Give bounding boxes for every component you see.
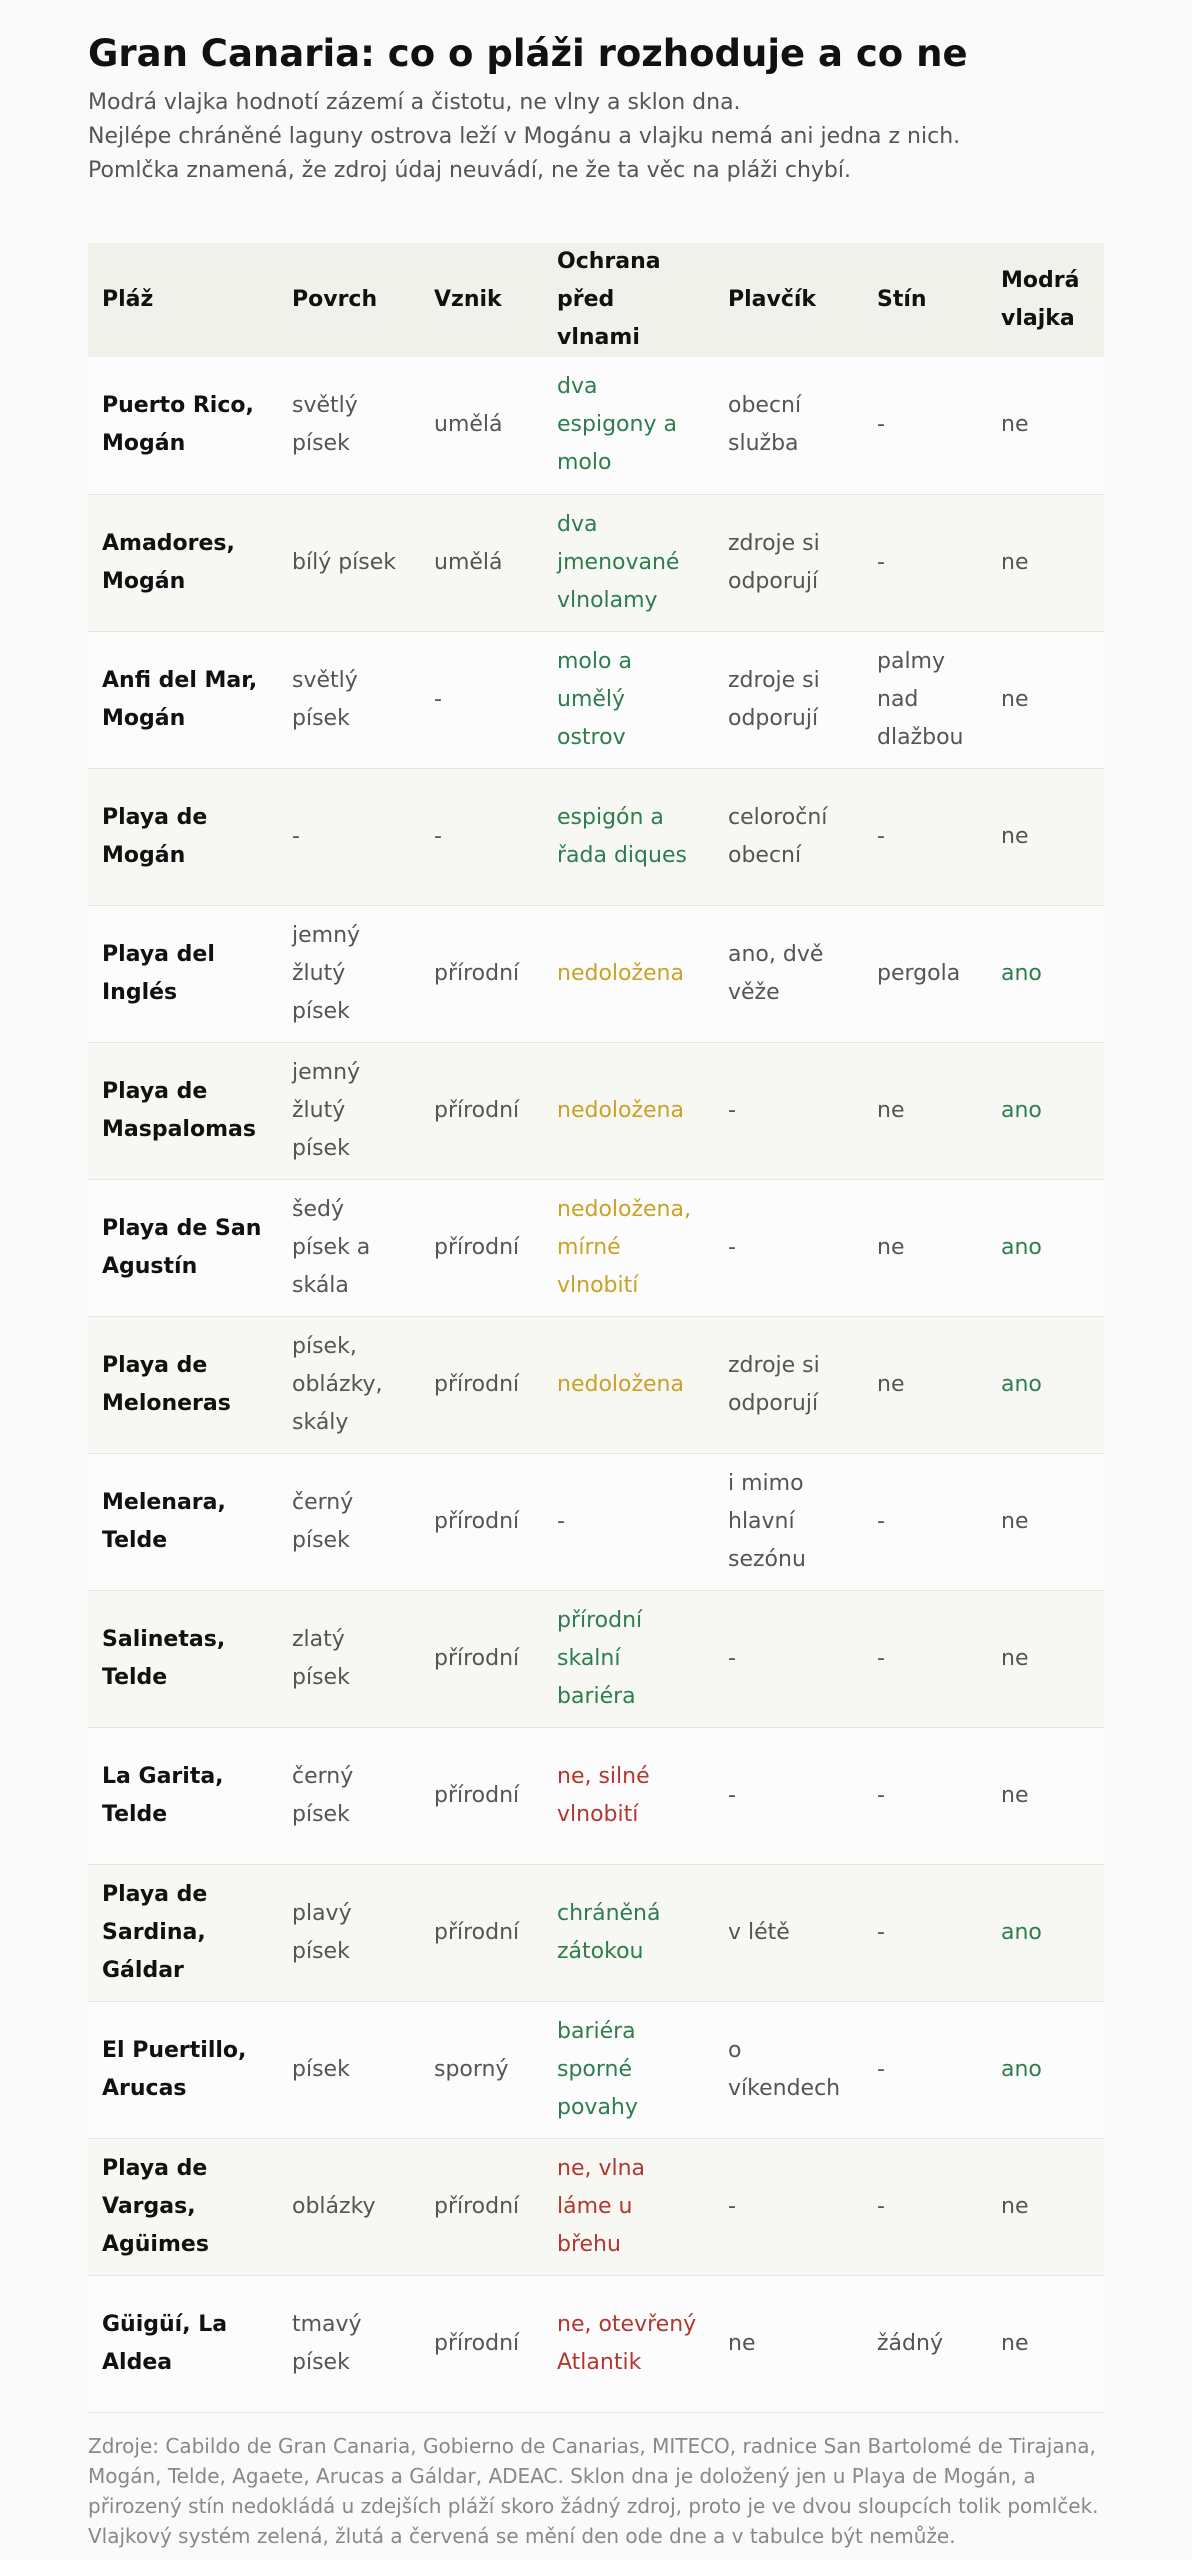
cell-surface: oblázky xyxy=(292,2193,376,2219)
cell-protection: nedoložena xyxy=(557,1097,684,1123)
cell-shade: ne xyxy=(877,1371,905,1397)
cell-lifeguard: - xyxy=(728,1234,736,1260)
table-row xyxy=(88,2138,1104,2275)
cell-surface: jemný žlutý písek xyxy=(292,1059,361,1161)
cell-lifeguard: obecní služba xyxy=(728,393,802,457)
cell-lifeguard: - xyxy=(728,1645,736,1671)
cell-origin: umělá xyxy=(434,549,503,575)
cell-blue-flag: ne xyxy=(1001,2330,1029,2356)
cell-origin: umělá xyxy=(434,412,503,438)
cell-protection: ne, otevřený Atlantik xyxy=(557,2311,697,2375)
cell-blue-flag: ano xyxy=(1001,1919,1042,1945)
cell-shade: - xyxy=(877,1508,885,1534)
footer-line: Mogán, Telde, Agaete, Arucas a Gáldar, ADEAC. Sklon dna je doložený jen u Playa de Mogán, a xyxy=(88,2463,1036,2488)
intro-line: Modrá vlajka hodnotí zázemí a čistotu, ne vlny a sklon dna. xyxy=(88,90,741,115)
cell-protection: ne, silné vlnobití xyxy=(557,1763,650,1827)
cell-surface: jemný žlutý písek xyxy=(292,922,361,1024)
table-row xyxy=(88,1590,1104,1727)
cell-origin: přírodní xyxy=(434,1782,520,1808)
intro-line: Pomlčka znamená, že zdroj údaj neuvádí, ne že ta věc na pláži chybí. xyxy=(88,158,852,183)
cell-lifeguard: v létě xyxy=(728,1919,790,1945)
cell-lifeguard: zdroje si odporují xyxy=(728,1352,820,1416)
cell-beach: Amadores, Mogán xyxy=(102,530,235,594)
page-title: Gran Canaria: co o pláži rozhoduje a co ne xyxy=(88,32,968,75)
cell-shade: - xyxy=(877,412,885,438)
cell-blue-flag: ne xyxy=(1001,686,1029,712)
cell-protection: dva espigony a molo xyxy=(557,374,677,476)
cell-protection: chráněná zátokou xyxy=(557,1900,661,1964)
header-protection: Ochrana před vlnami xyxy=(557,249,661,350)
cell-lifeguard: i mimo hlavní sezónu xyxy=(728,1470,806,1572)
cell-blue-flag: ano xyxy=(1001,1234,1042,1260)
cell-blue-flag: ne xyxy=(1001,412,1029,438)
cell-surface: písek xyxy=(292,2056,350,2082)
cell-beach: La Garita, Telde xyxy=(102,1763,224,1827)
cell-lifeguard: - xyxy=(728,1097,736,1123)
cell-shade: pergola xyxy=(877,960,961,986)
cell-shade: ne xyxy=(877,1097,905,1123)
table-row xyxy=(88,905,1104,1042)
cell-protection: espigón a řada diques xyxy=(557,804,687,868)
cell-origin: přírodní xyxy=(434,1919,520,1945)
cell-origin: přírodní xyxy=(434,1371,520,1397)
cell-protection: nedoložena xyxy=(557,1371,684,1397)
cell-protection: nedoložena, mírné vlnobití xyxy=(557,1196,691,1298)
cell-blue-flag: ne xyxy=(1001,2193,1029,2219)
cell-beach: Melenara, Telde xyxy=(102,1489,226,1553)
footer-line: Zdroje: Cabildo de Gran Canaria, Gobierno de Canarias, MITECO, radnice San Bartolomé de Tirajana, xyxy=(88,2433,1096,2458)
intro-line: Nejlépe chráněné laguny ostrova leží v Mogánu a vlajku nemá ani jedna z nich. xyxy=(88,124,961,149)
cell-surface: šedý písek a skála xyxy=(292,1196,371,1298)
table-body xyxy=(88,357,1104,2412)
table-row xyxy=(88,357,1104,494)
cell-blue-flag: ano xyxy=(1001,2056,1042,2082)
cell-lifeguard: - xyxy=(728,1782,736,1808)
cell-surface: černý písek xyxy=(292,1763,354,1827)
cell-surface: světlý písek xyxy=(292,667,358,731)
cell-origin: přírodní xyxy=(434,1508,520,1534)
cell-blue-flag: ne xyxy=(1001,1508,1029,1534)
table-row xyxy=(88,631,1104,768)
intro-text xyxy=(88,86,1104,188)
cell-origin: přírodní xyxy=(434,2330,520,2356)
table-row xyxy=(88,1727,1104,1864)
cell-blue-flag: ne xyxy=(1001,823,1029,849)
table-row xyxy=(88,1042,1104,1179)
cell-protection: molo a umělý ostrov xyxy=(557,648,632,750)
cell-blue-flag: ano xyxy=(1001,1371,1042,1397)
cell-blue-flag: ano xyxy=(1001,960,1042,986)
cell-blue-flag: ne xyxy=(1001,1645,1029,1671)
cell-shade: ne xyxy=(877,1234,905,1260)
cell-lifeguard: o víkendech xyxy=(728,2037,841,2101)
cell-protection: - xyxy=(557,1508,565,1534)
cell-blue-flag: ne xyxy=(1001,549,1029,575)
cell-shade: - xyxy=(877,2056,885,2082)
cell-beach: Playa de Sardina, Gáldar xyxy=(102,1881,208,1983)
footer-line: Vlajkový systém zelená, žlutá a červená se mění den ode dne a v tabulce být nemůže. xyxy=(88,2523,956,2548)
cell-shade: - xyxy=(877,823,885,849)
cell-protection: bariéra sporné povahy xyxy=(557,2018,638,2120)
cell-protection: ne, vlna láme u břehu xyxy=(557,2155,646,2257)
cell-origin: - xyxy=(434,686,442,712)
footer-line: přirozený stín nedokládá u zdejších pláží skoro žádný zdroj, proto je ve dvou sloupcích tolik pomlček. xyxy=(88,2493,1099,2518)
header-origin: Vznik xyxy=(434,287,502,312)
cell-shade: - xyxy=(877,2193,885,2219)
cell-shade: - xyxy=(877,1782,885,1808)
cell-lifeguard: zdroje si odporují xyxy=(728,667,820,731)
cell-shade: žádný xyxy=(877,2330,943,2356)
cell-origin: přírodní xyxy=(434,1645,520,1671)
cell-beach: Playa de Mogán xyxy=(102,804,208,868)
cell-surface: černý písek xyxy=(292,1489,354,1553)
cell-blue-flag: ano xyxy=(1001,1097,1042,1123)
header-blue-flag: Modrá vlajka xyxy=(1001,268,1080,331)
cell-blue-flag: ne xyxy=(1001,1782,1029,1808)
cell-lifeguard: ano, dvě věže xyxy=(728,941,824,1005)
table-row xyxy=(88,1316,1104,1453)
cell-origin: sporný xyxy=(434,2056,509,2082)
cell-surface: světlý písek xyxy=(292,393,358,457)
cell-origin: přírodní xyxy=(434,960,520,986)
table-row xyxy=(88,1864,1104,2001)
cell-beach: Playa de Maspalomas xyxy=(102,1078,256,1142)
table-row xyxy=(88,2275,1104,2412)
header-shade: Stín xyxy=(877,287,927,312)
cell-beach: Playa del Inglés xyxy=(102,941,215,1005)
header-beach: Pláž xyxy=(102,287,154,312)
cell-lifeguard: zdroje si odporují xyxy=(728,530,820,594)
cell-shade: palmy nad dlažbou xyxy=(877,648,964,750)
cell-origin: - xyxy=(434,823,442,849)
cell-origin: přírodní xyxy=(434,1234,520,1260)
table-row xyxy=(88,2001,1104,2138)
cell-shade: - xyxy=(877,549,885,575)
cell-protection: nedoložena xyxy=(557,960,684,986)
cell-surface: bílý písek xyxy=(292,549,397,575)
cell-beach: Anfi del Mar, Mogán xyxy=(102,667,258,731)
cell-beach: Güigüí, La Aldea xyxy=(102,2311,228,2375)
cell-beach: Salinetas, Telde xyxy=(102,1626,226,1690)
cell-surface: - xyxy=(292,823,300,849)
sources-note xyxy=(88,2431,1104,2551)
cell-origin: přírodní xyxy=(434,2193,520,2219)
cell-shade: - xyxy=(877,1919,885,1945)
cell-surface: písek, oblázky, skály xyxy=(292,1333,383,1435)
header-lifeguard: Plavčík xyxy=(728,287,817,312)
cell-surface: tmavý písek xyxy=(292,2311,362,2375)
cell-lifeguard: - xyxy=(728,2193,736,2219)
header-surface: Povrch xyxy=(292,287,378,312)
table-header-row xyxy=(88,243,1104,357)
table-row xyxy=(88,1453,1104,1590)
cell-lifeguard: ne xyxy=(728,2330,756,2356)
table-row xyxy=(88,1179,1104,1316)
cell-surface: plavý písek xyxy=(292,1900,352,1964)
table-row xyxy=(88,768,1104,905)
cell-surface: zlatý písek xyxy=(292,1626,350,1690)
table-row xyxy=(88,494,1104,631)
beach-table xyxy=(88,243,1104,2413)
cell-protection: přírodní skalní bariéra xyxy=(557,1607,643,1709)
cell-beach: Puerto Rico, Mogán xyxy=(102,393,254,457)
cell-beach: Playa de San Agustín xyxy=(102,1215,262,1279)
cell-beach: Playa de Meloneras xyxy=(102,1352,231,1416)
cell-beach: El Puertillo, Arucas xyxy=(102,2037,247,2101)
cell-shade: - xyxy=(877,1645,885,1671)
cell-origin: přírodní xyxy=(434,1097,520,1123)
cell-beach: Playa de Vargas, Agüimes xyxy=(102,2155,209,2257)
cell-lifeguard: celoroční obecní xyxy=(728,804,828,868)
cell-protection: dva jmenované vlnolamy xyxy=(557,511,680,613)
